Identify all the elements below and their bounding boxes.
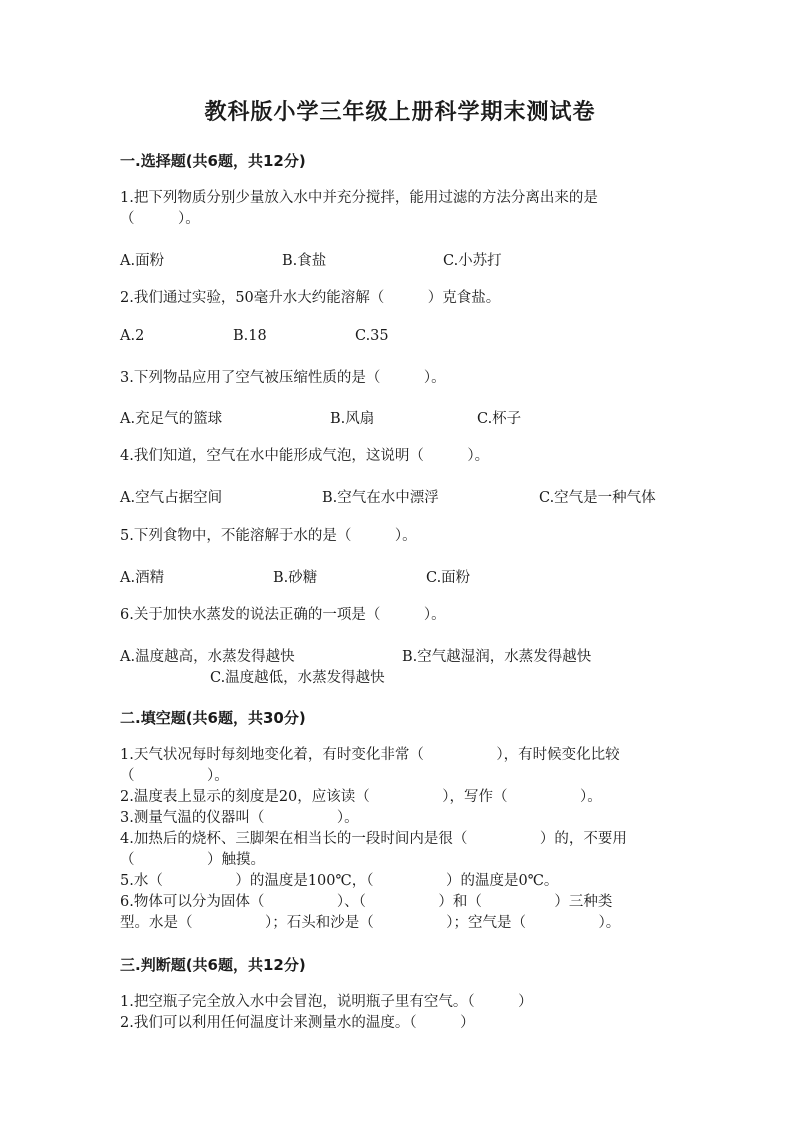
q4-option-b: B.空气在水中漂浮 xyxy=(322,490,439,506)
tf-line-1: 1.把空瓶子完全放入水中会冒泡，说明瓶子里有空气。（ ） xyxy=(120,994,533,1010)
q2-option-a: A.2 xyxy=(120,328,145,344)
q6-option-a: A.温度越高，水蒸发得越快 xyxy=(120,649,295,665)
question-6-text: 6.关于加快水蒸发的说法正确的一项是（ ）。 xyxy=(120,607,446,623)
q3-option-b: B.风扇 xyxy=(330,411,375,427)
question-1-text-cont: （ ）。 xyxy=(120,211,200,227)
q5-option-b: B.砂糖 xyxy=(273,570,318,586)
question-2-text: 2.我们通过实验，50毫升水大约能溶解（ ）克食盐。 xyxy=(120,290,501,306)
question-4-text: 4.我们知道，空气在水中能形成气泡，这说明（ ）。 xyxy=(120,448,490,464)
q1-option-b: B.食盐 xyxy=(282,253,327,269)
q1-option-a: A.面粉 xyxy=(120,253,165,269)
fill-line-5: 4.加热后的烧杯、三脚架在相当长的一段时间内是很（ ）的，不要用 xyxy=(120,831,627,847)
q6-option-c: C.温度越低，水蒸发得越快 xyxy=(210,670,385,686)
q2-option-c: C.35 xyxy=(355,328,389,344)
q4-option-c: C.空气是一种气体 xyxy=(539,490,656,506)
fill-line-3: 2.温度表上显示的刻度是20，应该读（ ），写作（ ）。 xyxy=(120,789,602,805)
q3-option-c: C.杯子 xyxy=(477,411,522,427)
fill-line-1: 1.天气状况每时每刻地变化着，有时变化非常（ ），有时候变化比较 xyxy=(120,747,620,763)
page-title: 教科版小学三年级上册科学期末测试卷 xyxy=(204,99,596,125)
q3-option-a: A.充足气的篮球 xyxy=(120,411,223,427)
fill-line-8: 6.物体可以分为固体（ ）、（ ）和（ ）三种类 xyxy=(120,894,613,910)
question-1-text: 1.把下列物质分别少量放入水中并充分搅拌，能用过滤的方法分离出来的是 xyxy=(120,190,598,206)
question-5-text: 5.下列食物中，不能溶解于水的是（ ）。 xyxy=(120,528,417,544)
fill-line-7: 5.水（ ）的温度是100℃，（ ）的温度是0℃。 xyxy=(120,873,559,889)
q2-option-b: B.18 xyxy=(233,328,267,344)
question-3-text: 3.下列物品应用了空气被压缩性质的是（ ）。 xyxy=(120,370,446,386)
fill-line-9: 型。水是（ ）；石头和沙是（ ）；空气是（ ）。 xyxy=(120,915,621,931)
section-heading-fill-in: 二.填空题(共6题，共30分) xyxy=(120,709,306,727)
section-heading-multiple-choice: 一.选择题(共6题，共12分) xyxy=(120,152,306,170)
q5-option-a: A.酒精 xyxy=(120,570,165,586)
q4-option-a: A.空气占据空间 xyxy=(120,490,223,506)
q1-option-c: C.小苏打 xyxy=(443,253,502,269)
fill-line-4: 3.测量气温的仪器叫（ ）。 xyxy=(120,810,359,826)
fill-line-6: （ ）触摸。 xyxy=(120,852,265,868)
q6-option-b: B.空气越湿润，水蒸发得越快 xyxy=(402,649,592,665)
section-heading-true-false: 三.判断题(共6题，共12分) xyxy=(120,956,306,974)
q5-option-c: C.面粉 xyxy=(426,570,471,586)
fill-line-2: （ ）。 xyxy=(120,768,229,784)
tf-line-2: 2.我们可以利用任何温度计来测量水的温度。（ ） xyxy=(120,1015,475,1031)
